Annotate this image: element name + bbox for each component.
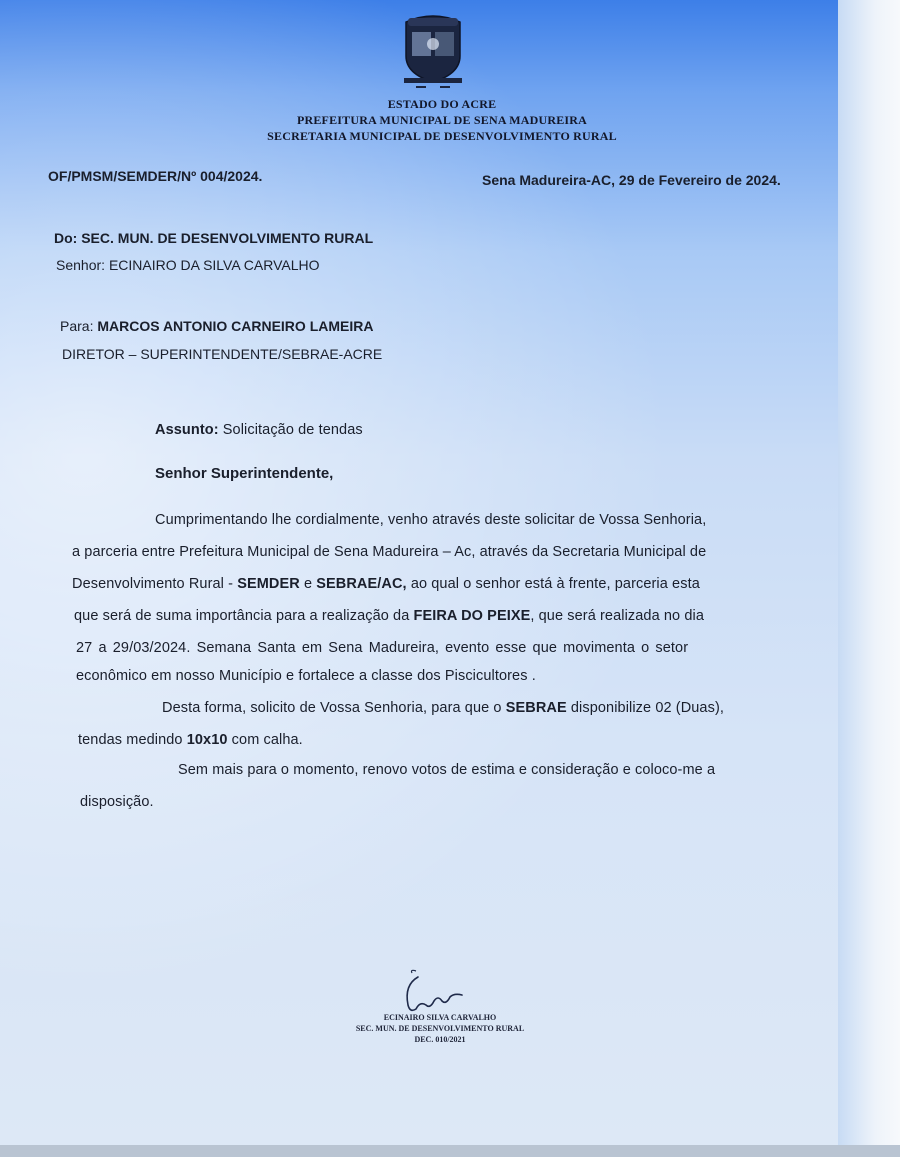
sebrae-ac-bold: SEBRAE/AC, [316,576,407,592]
subject-line [155,422,363,438]
text-run: Desta forma, solicito de Vossa Senhoria, para que o [162,700,506,716]
paragraph1-line5: 27 a 29/03/2024. Semana Santa em Sena Madureira, evento esse que movimenta o setor [76,640,689,656]
paragraph1-line1: Cumprimentando lhe cordialmente, venho através deste solicitar de Vossa Senhoria, [155,512,707,528]
from-line [54,230,373,246]
from-person-line [56,257,320,273]
paragraph1-line4 [74,608,704,624]
text-run: ao qual o senhor está à frente, parceria esta [406,576,700,592]
text-run: tendas medindo [78,732,187,748]
feira-do-peixe-bold: FEIRA DO PEIXE [413,608,531,624]
to-label: Para: [60,318,94,334]
paragraph2-line1 [162,700,724,716]
paragraph3-line1: Sem mais para o momento, renovo votos de estima e consideração e coloco-me a [178,762,716,778]
from-office: SEC. MUN. DE DESENVOLVIMENTO RURAL [81,230,374,246]
subject-label: Assunto: [155,422,219,438]
screen-bottom-edge [0,1145,900,1157]
text-run: disponibilize 02 (Duas), [566,700,725,716]
tent-size-bold: 10x10 [186,732,228,748]
signature-role: SEC. MUN. DE DESENVOLVIMENTO RURAL [355,1024,525,1033]
signature-decree: DEC. 010/2021 [414,1035,466,1044]
paragraph2-line2 [78,732,303,748]
text-run: com calha. [227,732,303,748]
reference-number: OF/PMSM/SEMDER/Nº 004/2024. [48,168,263,184]
text-run: , que será realizada no dia [530,608,704,624]
screen-edge [838,0,900,1157]
semder-bold: SEMDER [237,576,300,592]
from-label: Do: [54,230,78,246]
sebrae-bold: SEBRAE [505,700,567,716]
salutation: Senhor Superintendente, [155,465,334,482]
from-person-label: Senhor: [56,257,106,273]
paragraph1-line6: econômico em nosso Município e fortalece a classe dos Piscicultores . [76,668,536,684]
place-date: Sena Madureira-AC, 29 de Fevereiro de 2024. [482,172,781,188]
paragraph1-line3 [72,576,700,592]
municipal-crest-icon [398,12,468,94]
paragraph3-line2: disposição. [80,794,154,810]
to-role: DIRETOR – SUPERINTENDENTE/SEBRAE-ACRE [62,346,383,362]
from-person: ECINAIRO DA SILVA CARVALHO [108,257,320,273]
subject-text: Solicitação de tendas [222,422,363,438]
header-prefecture: PREFEITURA MUNICIPAL DE SENA MADUREIRA [296,113,588,127]
header-secretariat: SECRETARIA MUNICIPAL DE DESENVOLVIMENTO RURAL [267,129,617,143]
to-name: MARCOS ANTONIO CARNEIRO LAMEIRA [97,318,374,334]
text-run: que será de suma importância para a realização da [74,608,414,624]
text-run: e [299,576,317,592]
header-state: ESTADO DO ACRE [387,97,497,111]
to-line [60,318,373,334]
signature-name: ECINAIRO SILVA CARVALHO [383,1013,497,1022]
paragraph1-line2: a parceria entre Prefeitura Municipal de Sena Madureira – Ac, através da Secretaria Municipal de [72,544,707,560]
text-run: Desenvolvimento Rural - [72,576,238,592]
